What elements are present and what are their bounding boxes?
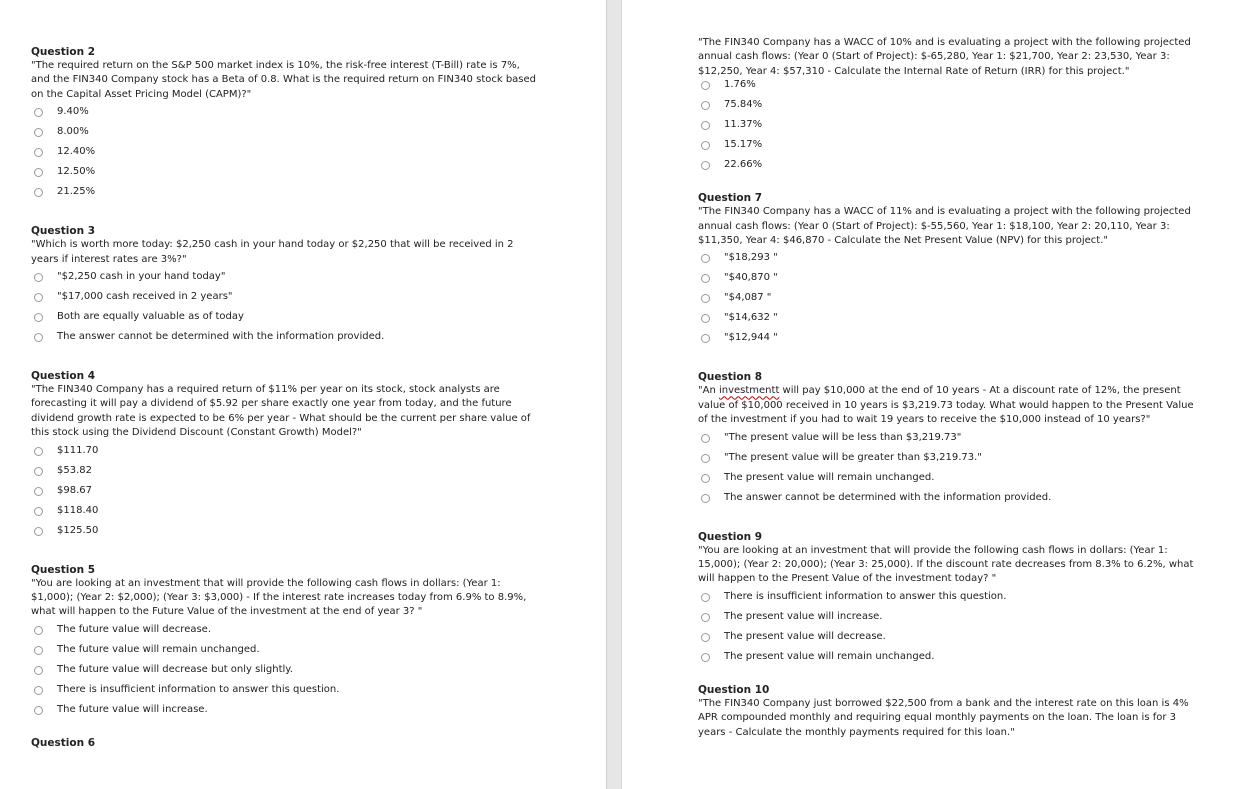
answer-options bbox=[31, 620, 536, 720]
answer-options bbox=[31, 267, 536, 347]
question-10 bbox=[698, 683, 1203, 740]
option-label: 1.76% bbox=[724, 79, 756, 91]
radio-button[interactable] bbox=[34, 487, 43, 496]
option-label: The present value will remain unchanged. bbox=[724, 650, 935, 662]
option-label: "$4,087 " bbox=[724, 292, 772, 304]
option-label: "$12,944 " bbox=[724, 332, 778, 344]
question-title: Question 3 bbox=[31, 225, 96, 238]
radio-button[interactable] bbox=[701, 593, 710, 602]
question-9 bbox=[698, 530, 1203, 667]
option-label: "The present value will be less than $3,219.73" bbox=[724, 431, 962, 443]
option-label: $53.82 bbox=[57, 464, 92, 476]
answer-option[interactable] bbox=[31, 441, 536, 461]
radio-button[interactable] bbox=[34, 467, 43, 476]
question-title: Question 6 bbox=[31, 736, 96, 749]
radio-button[interactable] bbox=[34, 313, 43, 322]
option-label: $118.40 bbox=[57, 504, 99, 516]
question-text: "You are looking at an investment that will provide the following cash flows in dollars: (Year 1: $1,000); (Year 2: $2,000); (Year 3: $3,000) - If the interest rate increases today from 6.9% to 8.9%, what will happen to the Future Value of the investment at the end of year 3? " bbox=[31, 577, 527, 618]
question-6-heading bbox=[31, 736, 536, 750]
question-text: "The FIN340 Company has a required return of $11% per year on its stock, stock analysts are forecasting it will pay a dividend of $5.92 per share exactly one year from today, and the future dividend growth rate is expected to be 6% per year - What should be the current per share value of this stock using the Dividend Discount (Constant Growth) Model?" bbox=[31, 384, 531, 439]
radio-button[interactable] bbox=[34, 507, 43, 516]
answer-option[interactable] bbox=[31, 521, 536, 541]
option-label: 9.40% bbox=[57, 106, 89, 118]
answer-option[interactable] bbox=[31, 267, 536, 287]
answer-option[interactable] bbox=[698, 248, 1203, 268]
radio-button[interactable] bbox=[34, 148, 43, 157]
answer-option[interactable] bbox=[31, 102, 536, 122]
answer-option[interactable] bbox=[31, 700, 536, 720]
question-text: "Which is worth more today: $2,250 cash in your hand today or $2,250 that will be received in 2 years if interest rates are 3%?" bbox=[31, 239, 514, 265]
answer-option[interactable] bbox=[31, 162, 536, 182]
answer-option[interactable] bbox=[31, 501, 536, 521]
question-text: "You are looking at an investment that will provide the following cash flows in dollars: (Year 1: 15,000); (Year 2: 20,000); (Year 3: 25,000). If the discount rate decreases from 8.3% to 6.2%, what will happen to the Present Value of the investment today? " bbox=[698, 544, 1194, 585]
radio-button[interactable] bbox=[34, 128, 43, 137]
answer-option[interactable] bbox=[698, 135, 1203, 155]
option-label: There is insufficient information to answer this question. bbox=[57, 683, 340, 695]
answer-options bbox=[698, 248, 1203, 348]
option-label: "$2,250 cash in your hand today" bbox=[57, 271, 226, 283]
question-text: "The FIN340 Company has a WACC of 11% and is evaluating a project with the following projected annual cash flows: (Year 0 (Start of Project): $-55,560, Year 1: $18,100, Year 2: 20,110, Year 3: $11,350, Year 4: $46,870 - Calculate the Net Present Value (NPV) for this project." bbox=[698, 206, 1191, 247]
radio-button[interactable] bbox=[34, 168, 43, 177]
question-text: "The FIN340 Company just borrowed $22,500 from a bank and the interest rate on this loan is 4% APR compounded monthly and requiring equal monthly payments on the loan. The loan is for 3 years - Calculate the monthly payments required for this loan." bbox=[698, 697, 1189, 738]
answer-option[interactable] bbox=[31, 640, 536, 660]
radio-button[interactable] bbox=[701, 141, 710, 150]
option-label: Both are equally valuable as of today bbox=[57, 311, 244, 323]
answer-option[interactable] bbox=[698, 647, 1203, 667]
radio-button[interactable] bbox=[34, 527, 43, 536]
answer-option[interactable] bbox=[31, 122, 536, 142]
radio-button[interactable] bbox=[34, 108, 43, 117]
question-text: "The FIN340 Company has a WACC of 10% and is evaluating a project with the following projected annual cash flows: (Year 0 (Start of Project): $-65,280, Year 1: $21,700, Year 2: 23,530, Year 3: $12,250, Year 4: $57,310 - Calculate the Internal Rate of Return (IRR) for this project." bbox=[698, 37, 1191, 77]
answer-option[interactable] bbox=[31, 182, 536, 202]
radio-button[interactable] bbox=[701, 101, 710, 110]
answer-option[interactable] bbox=[31, 481, 536, 501]
option-label: The present value will remain unchanged. bbox=[724, 471, 935, 483]
question-6-body bbox=[698, 36, 1203, 175]
radio-button[interactable] bbox=[34, 666, 43, 675]
radio-button[interactable] bbox=[34, 188, 43, 197]
radio-button[interactable] bbox=[34, 447, 43, 456]
radio-button[interactable] bbox=[701, 633, 710, 642]
answer-option[interactable] bbox=[698, 328, 1203, 348]
option-label: The answer cannot be determined with the information provided. bbox=[724, 491, 1052, 503]
answer-option[interactable] bbox=[698, 448, 1203, 468]
radio-button[interactable] bbox=[701, 314, 710, 323]
option-label: $111.70 bbox=[57, 444, 99, 456]
question-title: Question 2 bbox=[31, 46, 96, 58]
option-label: "$18,293 " bbox=[724, 252, 778, 264]
option-label: The future value will remain unchanged. bbox=[57, 643, 260, 655]
page-left bbox=[0, 0, 606, 789]
question-3 bbox=[31, 224, 536, 347]
option-label: The answer cannot be determined with the information provided. bbox=[57, 331, 385, 343]
question-text-rest: will pay $10,000 at the end of 10 years - At a discount rate of 12%, the present value of $10,000 received in 10 years is $3,219.73 today. What would happen to the Present Value of the investment if you had to wait 19 years to receive the $10,000 instead of 10 years?" bbox=[698, 385, 1194, 426]
radio-button[interactable] bbox=[34, 646, 43, 655]
radio-button[interactable] bbox=[34, 273, 43, 282]
answer-options bbox=[698, 75, 1203, 175]
answer-option[interactable] bbox=[31, 620, 536, 640]
option-label: 12.50% bbox=[57, 166, 96, 178]
answer-option[interactable] bbox=[31, 287, 536, 307]
answer-option[interactable] bbox=[698, 115, 1203, 135]
option-label: "The present value will be greater than $3,219.73." bbox=[724, 451, 982, 463]
answer-option[interactable] bbox=[698, 607, 1203, 627]
right-column bbox=[698, 36, 1203, 740]
option-label: 8.00% bbox=[57, 126, 89, 138]
radio-button[interactable] bbox=[34, 686, 43, 695]
page-gutter bbox=[606, 0, 622, 789]
answer-option[interactable] bbox=[698, 488, 1203, 508]
answer-options bbox=[698, 587, 1203, 667]
option-label: "$14,632 " bbox=[724, 312, 778, 324]
question-title: Question 10 bbox=[698, 683, 770, 696]
radio-button[interactable] bbox=[34, 626, 43, 635]
question-text-prefix: "An bbox=[698, 385, 719, 397]
answer-option[interactable] bbox=[698, 428, 1203, 448]
radio-button[interactable] bbox=[701, 161, 710, 170]
question-5 bbox=[31, 563, 536, 720]
radio-button[interactable] bbox=[701, 494, 710, 503]
answer-option[interactable] bbox=[698, 155, 1203, 175]
answer-options bbox=[31, 102, 536, 202]
answer-option[interactable] bbox=[31, 660, 536, 680]
option-label: The future value will decrease but only slightly. bbox=[57, 663, 293, 675]
option-label: The future value will decrease. bbox=[57, 623, 212, 635]
question-text bbox=[698, 384, 1203, 427]
option-label: The present value will decrease. bbox=[724, 630, 886, 642]
option-label: "$40,870 " bbox=[724, 272, 778, 284]
option-label: There is insufficient information to answer this question. bbox=[724, 590, 1007, 602]
radio-button[interactable] bbox=[34, 706, 43, 715]
question-2 bbox=[31, 45, 536, 202]
question-text: "The required return on the S&P 500 market index is 10%, the risk-free interest (T-Bill) rate is 7%, and the FIN340 Company stock has a Beta of 0.8. What is the required return on FIN340 stock based on the Capital Asset Pricing Model (CAPM)?" bbox=[31, 60, 537, 100]
answer-option[interactable] bbox=[31, 461, 536, 481]
option-label: 21.25% bbox=[57, 186, 96, 198]
radio-button[interactable] bbox=[34, 333, 43, 342]
radio-button[interactable] bbox=[701, 613, 710, 622]
question-4 bbox=[31, 369, 536, 541]
option-label: 75.84% bbox=[724, 99, 763, 111]
answer-option[interactable] bbox=[698, 288, 1203, 308]
option-label: "$17,000 cash received in 2 years" bbox=[57, 291, 233, 303]
radio-button[interactable] bbox=[701, 274, 710, 283]
radio-button[interactable] bbox=[701, 121, 710, 130]
question-title: Question 5 bbox=[31, 563, 96, 576]
answer-option[interactable] bbox=[698, 75, 1203, 95]
question-8 bbox=[698, 370, 1203, 507]
option-label: 22.66% bbox=[724, 159, 763, 171]
answer-option[interactable] bbox=[31, 142, 536, 162]
left-column bbox=[31, 45, 536, 750]
answer-option[interactable] bbox=[698, 268, 1203, 288]
radio-button[interactable] bbox=[701, 434, 710, 443]
page-right bbox=[622, 0, 1255, 789]
radio-button[interactable] bbox=[701, 474, 710, 483]
answer-option[interactable] bbox=[698, 587, 1203, 607]
option-label: 15.17% bbox=[724, 139, 763, 151]
radio-button[interactable] bbox=[34, 293, 43, 302]
radio-button[interactable] bbox=[701, 653, 710, 662]
option-label: 11.37% bbox=[724, 119, 763, 131]
question-title: Question 9 bbox=[698, 530, 763, 543]
radio-button[interactable] bbox=[701, 454, 710, 463]
question-7 bbox=[698, 191, 1203, 348]
question-title: Question 7 bbox=[698, 192, 763, 205]
answer-option[interactable] bbox=[698, 468, 1203, 488]
option-label: The present value will increase. bbox=[724, 610, 883, 622]
answer-options bbox=[698, 428, 1203, 508]
answer-option[interactable] bbox=[31, 680, 536, 700]
answer-option[interactable] bbox=[31, 307, 536, 327]
answer-option[interactable] bbox=[698, 95, 1203, 115]
question-title: Question 8 bbox=[698, 371, 763, 384]
radio-button[interactable] bbox=[701, 334, 710, 343]
option-label: The future value will increase. bbox=[57, 703, 208, 715]
answer-option[interactable] bbox=[698, 308, 1203, 328]
option-label: $98.67 bbox=[57, 484, 92, 496]
question-title: Question 4 bbox=[31, 370, 96, 383]
answer-options bbox=[31, 441, 536, 541]
radio-button[interactable] bbox=[701, 81, 710, 90]
spellcheck-flagged-word: investmentt bbox=[718, 385, 780, 397]
option-label: $125.50 bbox=[57, 524, 99, 536]
radio-button[interactable] bbox=[701, 294, 710, 303]
answer-option[interactable] bbox=[31, 327, 536, 347]
radio-button[interactable] bbox=[701, 254, 710, 263]
option-label: 12.40% bbox=[57, 146, 96, 158]
answer-option[interactable] bbox=[698, 627, 1203, 647]
